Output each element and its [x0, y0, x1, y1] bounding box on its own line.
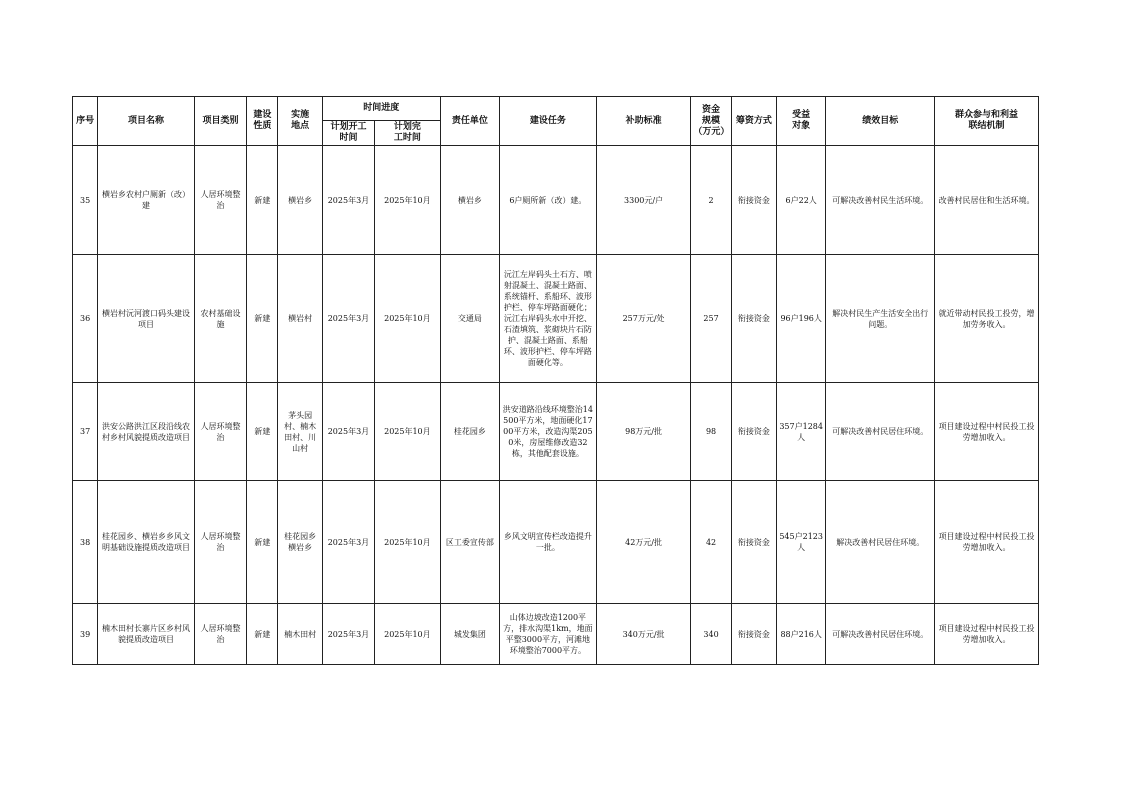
cell-location: 茅头园村、楠木田村、川山村	[278, 383, 322, 481]
cell-subsidy: 257万元/处	[596, 255, 691, 383]
table-row	[73, 383, 1039, 481]
cell-goal: 解决改善村民居住环境。	[826, 481, 935, 604]
header-subsidy: 补助标准	[596, 97, 691, 146]
cell-seq: 38	[73, 481, 98, 604]
cell-end: 2025年10月	[375, 255, 440, 383]
cell-seq: 36	[73, 255, 98, 383]
cell-source: 衔接资金	[731, 146, 776, 255]
cell-task: 6户厕所新（改）建。	[500, 146, 597, 255]
cell-fund: 98	[691, 383, 731, 481]
cell-category: 人居环境整治	[194, 481, 246, 604]
cell-seq: 39	[73, 604, 98, 665]
cell-end: 2025年10月	[375, 146, 440, 255]
header-fund: 资金 规模 （万元）	[691, 97, 731, 146]
cell-participation: 就近带动村民投工投劳，增加劳务收入。	[935, 255, 1039, 383]
cell-beneficiary: 6户22人	[777, 146, 826, 255]
header-task: 建设任务	[500, 97, 597, 146]
cell-beneficiary: 96户196人	[777, 255, 826, 383]
header-category: 项目类别	[194, 97, 246, 146]
cell-goal: 可解决改善村民居住环境。	[826, 604, 935, 665]
cell-fund: 2	[691, 146, 731, 255]
cell-unit: 桂花园乡	[440, 383, 499, 481]
cell-location: 楠木田村	[278, 604, 322, 665]
header-unit: 责任单位	[440, 97, 499, 146]
cell-participation: 项目建设过程中村民投工投劳增加收入。	[935, 383, 1039, 481]
cell-beneficiary: 88户216人	[777, 604, 826, 665]
header-name: 项目名称	[98, 97, 195, 146]
cell-category: 人居环境整治	[194, 383, 246, 481]
header-goal: 绩效目标	[826, 97, 935, 146]
cell-nature: 新建	[247, 604, 278, 665]
cell-location: 桂花园乡横岩乡	[278, 481, 322, 604]
cell-start: 2025年3月	[322, 481, 374, 604]
cell-fund: 340	[691, 604, 731, 665]
cell-name: 楠木田村长寨片区乡村风貌提质改造项目	[98, 604, 195, 665]
cell-end: 2025年10月	[375, 604, 440, 665]
cell-participation: 改善村民居住和生活环境。	[935, 146, 1039, 255]
cell-fund: 42	[691, 481, 731, 604]
cell-unit: 横岩乡	[440, 146, 499, 255]
cell-task: 乡风文明宣传栏改造提升一批。	[500, 481, 597, 604]
cell-beneficiary: 545户2123人	[777, 481, 826, 604]
cell-seq: 37	[73, 383, 98, 481]
cell-nature: 新建	[247, 255, 278, 383]
cell-location: 横岩村	[278, 255, 322, 383]
cell-participation: 项目建设过程中村民投工投劳增加收入。	[935, 481, 1039, 604]
cell-nature: 新建	[247, 481, 278, 604]
header-schedule: 时间进度	[322, 97, 440, 121]
cell-unit: 城发集团	[440, 604, 499, 665]
header-nature: 建设 性质	[247, 97, 278, 146]
cell-source: 衔接资金	[731, 481, 776, 604]
header-beneficiary: 受益 对象	[777, 97, 826, 146]
table-row	[73, 604, 1039, 665]
header-location: 实施 地点	[278, 97, 322, 146]
cell-fund: 257	[691, 255, 731, 383]
cell-goal: 可解决改善村民生活环境。	[826, 146, 935, 255]
cell-category: 人居环境整治	[194, 604, 246, 665]
project-table	[72, 96, 1039, 665]
header-end: 计划完 工时间	[375, 121, 440, 146]
header-source: 筹资方式	[731, 97, 776, 146]
cell-nature: 新建	[247, 383, 278, 481]
cell-task: 洪安道路沿线环境整治14500平方米，地面硬化1700平方米，改造沟渠2050米，房屋维修改造32栋，其他配套设施。	[500, 383, 597, 481]
header-participation: 群众参与和利益 联结机制	[935, 97, 1039, 146]
cell-end: 2025年10月	[375, 383, 440, 481]
cell-task: 沅江左岸码头土石方、喷射混凝土、混凝土路面、系统锚杆、系船环、波形护栏、停车坪路面硬化；沅江右岸码头水中开挖、石渣填筑、浆砌块片石防护、混凝土路面、系船环、波形护栏、停车坪路面硬化等。	[500, 255, 597, 383]
cell-beneficiary: 357户1284人	[777, 383, 826, 481]
cell-start: 2025年3月	[322, 146, 374, 255]
cell-participation: 项目建设过程中村民投工投劳增加收入。	[935, 604, 1039, 665]
cell-category: 农村基础设施	[194, 255, 246, 383]
table-row	[73, 481, 1039, 604]
header-seq: 序号	[73, 97, 98, 146]
cell-goal: 解决村民生产生活安全出行问题。	[826, 255, 935, 383]
cell-name: 横岩村沅河渡口码头建设项目	[98, 255, 195, 383]
cell-location: 横岩乡	[278, 146, 322, 255]
cell-start: 2025年3月	[322, 255, 374, 383]
cell-name: 洪安公路洪江区段沿线农村乡村风貌提质改造项目	[98, 383, 195, 481]
cell-seq: 35	[73, 146, 98, 255]
cell-subsidy: 42万元/批	[596, 481, 691, 604]
cell-source: 衔接资金	[731, 383, 776, 481]
cell-start: 2025年3月	[322, 383, 374, 481]
cell-nature: 新建	[247, 146, 278, 255]
cell-source: 衔接资金	[731, 604, 776, 665]
cell-end: 2025年10月	[375, 481, 440, 604]
cell-subsidy: 340万元/批	[596, 604, 691, 665]
cell-start: 2025年3月	[322, 604, 374, 665]
header-start: 计划开工 时间	[322, 121, 374, 146]
cell-goal: 可解决改善村民居住环境。	[826, 383, 935, 481]
table-row	[73, 146, 1039, 255]
cell-unit: 交通局	[440, 255, 499, 383]
cell-source: 衔接资金	[731, 255, 776, 383]
cell-unit: 区工委宣传部	[440, 481, 499, 604]
table-row	[73, 255, 1039, 383]
cell-subsidy: 3300元/户	[596, 146, 691, 255]
cell-subsidy: 98万元/批	[596, 383, 691, 481]
cell-name: 横岩乡农村户厕新（改）建	[98, 146, 195, 255]
cell-name: 桂花园乡、横岩乡乡风文明基础设施提质改造项目	[98, 481, 195, 604]
cell-category: 人居环境整治	[194, 146, 246, 255]
cell-task: 山体边坡改造1200平方，排水沟渠1km，地面平整3000平方，河滩地环境整治7000平方。	[500, 604, 597, 665]
